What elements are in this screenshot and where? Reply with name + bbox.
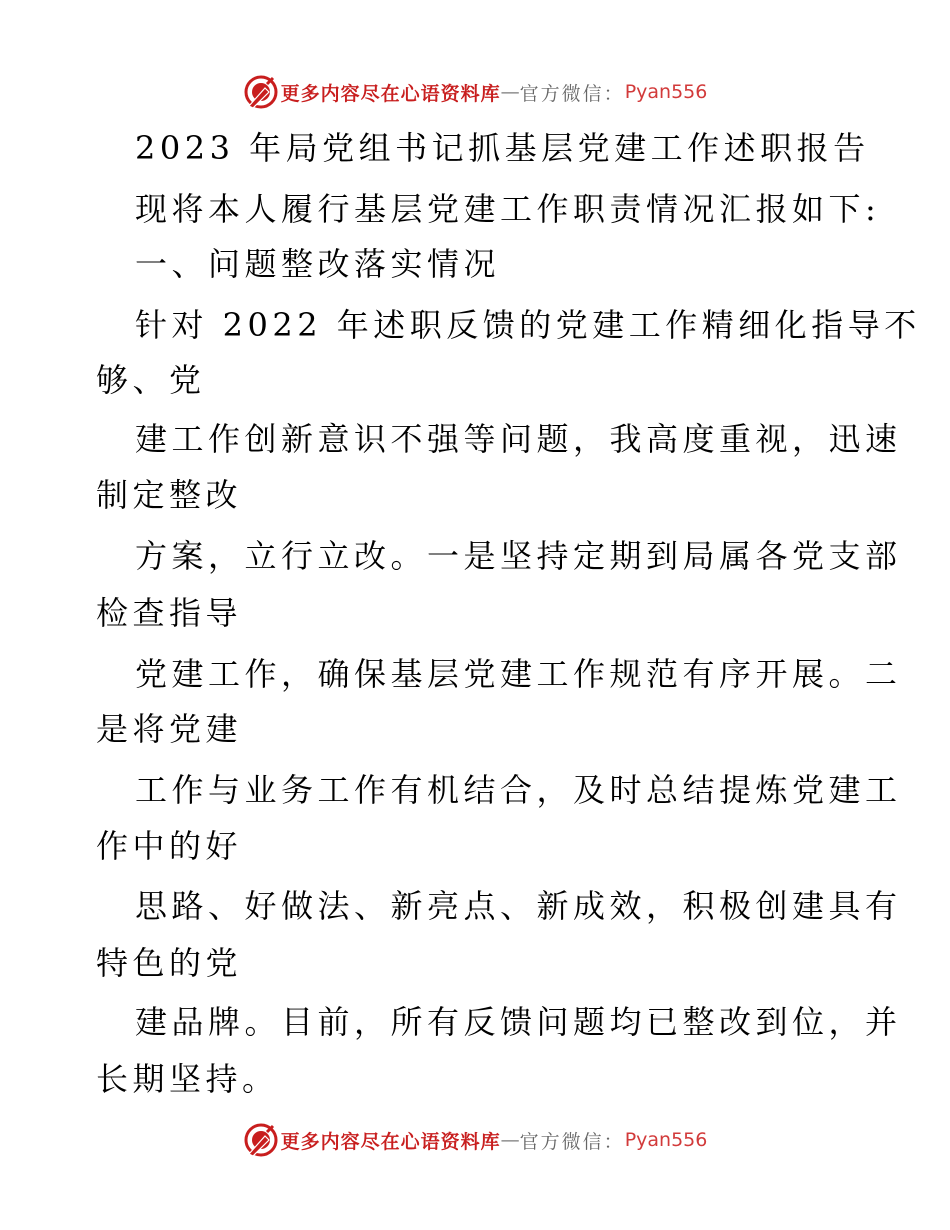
body-line: 制定整改 (96, 476, 243, 514)
body-line: 建品牌。目前，所有反馈问题均已整改到位，并 (135, 1003, 902, 1041)
watermark-text: 更多内容尽在心语资料库 (280, 82, 501, 105)
body-line: 党建工作，确保基层党建工作规范有序开展。二 (135, 655, 902, 693)
body-line: 特色的党 (96, 944, 243, 982)
watermark-wechat-id: Pyan556 (624, 1129, 708, 1151)
section-heading: 一、问题整改落实情况 (135, 245, 501, 283)
body-line: 针对 2022 年述职反馈的党建工作精细化指导不 (135, 306, 921, 344)
pen-logo-icon (243, 74, 279, 110)
body-line: 作中的好 (96, 827, 243, 865)
header-watermark (0, 72, 950, 112)
body-line: 是将党建 (96, 710, 243, 748)
watermark-wechat-label: 官方微信： (519, 82, 625, 105)
body-line: 工作与业务工作有机结合，及时总结提炼党建工 (135, 771, 902, 809)
body-line: 长期坚持。 (96, 1060, 279, 1098)
footer-watermark (0, 1120, 950, 1160)
document-title: 2023 年局党组书记抓基层党建工作述职报告 (135, 129, 870, 167)
watermark-dash: — (500, 81, 520, 103)
body-line: 方案，立行立改。一是坚持定期到局属各党支部 (135, 537, 902, 575)
watermark-text: 更多内容尽在心语资料库 (280, 1130, 501, 1153)
pen-logo-icon (243, 1122, 279, 1158)
watermark-wechat-id: Pyan556 (624, 81, 708, 103)
watermark-dash: — (500, 1129, 520, 1151)
intro-line: 现将本人履行基层党建工作职责情况汇报如下: (135, 190, 881, 228)
body-line: 够、党 (96, 361, 206, 399)
watermark-wechat-label: 官方微信： (519, 1130, 625, 1153)
body-line: 建工作创新意识不强等问题，我高度重视，迅速 (135, 420, 902, 458)
body-line: 检查指导 (96, 594, 243, 632)
body-line: 思路、好做法、新亮点、新成效，积极创建具有 (135, 887, 902, 925)
